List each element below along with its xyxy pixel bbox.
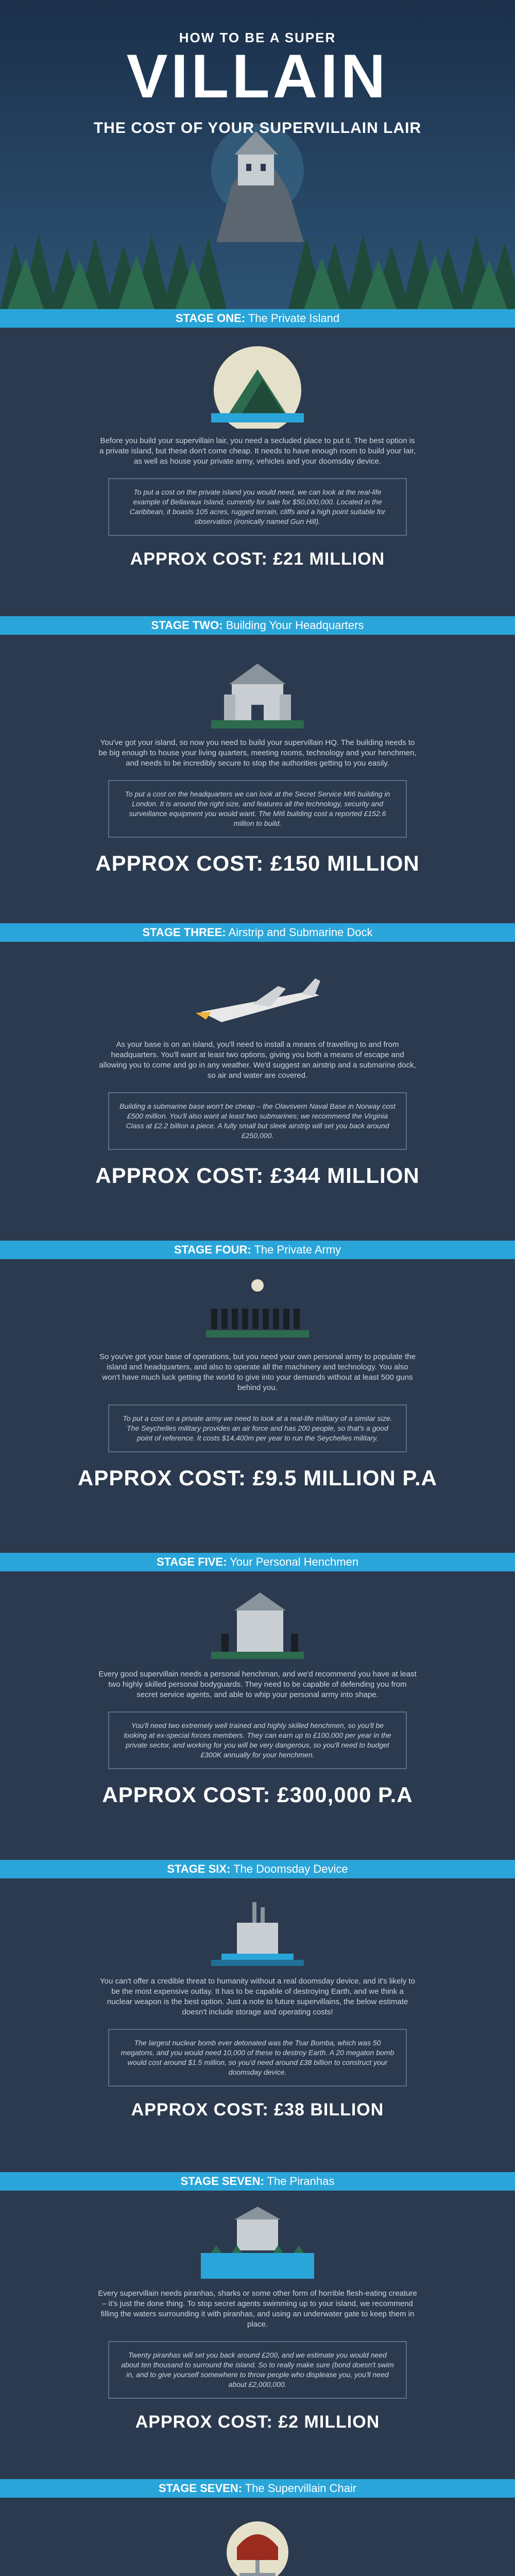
stage-approx-cost: APPROX COST: £38 BILLION bbox=[131, 2100, 384, 2120]
stage-label: STAGE SIX: bbox=[167, 1862, 231, 1875]
stage-name: The Private Army bbox=[254, 1243, 341, 1256]
stage-name: Building Your Headquarters bbox=[226, 619, 364, 632]
stage-description: You can't offer a credible threat to humanity without a real doomsday device, and it's likely to be the most expensive outlay. It has to be capable of destroying Earth, and we think a nuclear weapon is the best option. Just a note to future supervillains, the below estimate doesn't include storage and operating costs! bbox=[100, 1977, 415, 2016]
stage-description: Every good supervillain needs a personal henchman, and we'd recommend you have at least two highly skilled personal bodyguards. They need to be capable of defending you from secret service agents, and able to whip your personal army into shape. bbox=[98, 1670, 417, 1699]
stage-approx-cost: APPROX COST: £300,000 P.A bbox=[102, 1783, 413, 1807]
stage-bar bbox=[0, 923, 515, 942]
stage-name: Your Personal Henchmen bbox=[230, 1555, 359, 1568]
stage-name: The Doomsday Device bbox=[233, 1862, 348, 1875]
stage-info-box: To put a cost on the headquarters we can look at the Secret Service MI6 building in London. It is around the right size, and features all the technology, security and surveillance equipment you would want. The MI6 building cost a reported £152.6 million to build. bbox=[108, 780, 407, 838]
army-icon bbox=[180, 1273, 335, 1345]
stage-section bbox=[0, 635, 515, 923]
stage-description: So you've got your base of operations, but you need your own personal army to populate the island and headquarters, and also to operate all the machinery and technology. You also won't have much luck getting the world to give into your demands without at least 500 guns behind you. bbox=[99, 1352, 416, 1392]
hero-pretitle: HOW TO BE A SUPER bbox=[179, 30, 336, 45]
stage-label: STAGE FOUR: bbox=[174, 1243, 251, 1256]
stage-section bbox=[0, 1878, 515, 2172]
stage-section bbox=[0, 2191, 515, 2479]
stage-info-box: Twenty piranhas will set you back around £200, and we estimate you would need about ten thousand to surround the island. So to really make sure (bond doesn't swim in, and to give yourself somewhere to throw people who displease you, you'll need about £2,000,000. bbox=[108, 2341, 407, 2399]
hero-header bbox=[0, 0, 515, 309]
stage-name: The Piranhas bbox=[267, 2175, 335, 2188]
stage-label: STAGE TWO: bbox=[151, 619, 223, 632]
stage-info-box: To put a cost on a private army we need to look at a real-life military of a similar size. The Seychelles military provides an air force and has 200 people, so that's a good point of reference. It costs $14,400m per year to run the Seychelles military. bbox=[108, 1404, 407, 1452]
stage-section bbox=[0, 328, 515, 616]
stage-label: STAGE SEVEN: bbox=[158, 2482, 243, 2495]
stage-bar bbox=[0, 2172, 515, 2191]
stage-bar bbox=[0, 1241, 515, 1259]
stage-info-box: The largest nuclear bomb ever detonated was the Tsar Bomba, which was 50 megatons, and you would need 10,000 of these to destroy Earth. A 20 megaton bomb would cost around $1.5 million, so you'd need around £38 billion to construct your doomsday device. bbox=[108, 2029, 407, 2087]
stage-label: STAGE ONE: bbox=[175, 312, 246, 325]
castle-icon bbox=[180, 648, 335, 731]
hero-title: VILLAIN bbox=[126, 42, 389, 111]
stage-bar bbox=[0, 1860, 515, 1878]
stage-description: Every supervillain needs piranhas, sharks or some other form of horrible flesh-eating creature – it's just the done thing. To stop secret agents swimming up to your island, we recommend filling the waters surrounding it with piranhas, and using an underwater gate to keep them in place. bbox=[98, 2289, 417, 2329]
stage-name: Airstrip and Submarine Dock bbox=[228, 926, 373, 939]
island-icon bbox=[180, 341, 335, 429]
stage-approx-cost: APPROX COST: £150 MILLION bbox=[95, 851, 420, 875]
stage-label: STAGE THREE: bbox=[142, 926, 226, 939]
hero-subtitle: THE COST OF YOUR SUPERVILLAIN LAIR bbox=[93, 120, 422, 137]
stage-section bbox=[0, 1571, 515, 1860]
jet-icon bbox=[180, 955, 335, 1032]
stage-bar bbox=[0, 616, 515, 635]
stage-approx-cost: APPROX COST: £9.5 MILLION P.A bbox=[77, 1466, 438, 1490]
stage-bar bbox=[0, 2479, 515, 2498]
stage-description: Before you build your supervillain lair, you need a secluded place to put it. The best option is a private island, but these don't come cheap. It needs to have enough room to build your lair, as well as house your private army, vehicles and your doomsday device. bbox=[99, 436, 416, 466]
stage-section bbox=[0, 1259, 515, 1553]
stage-bar bbox=[0, 1553, 515, 1571]
stage-description: As your base is on an island, you'll need to install a means of travelling to and from headquarters. You'll want at least two options, giving you both a means of escape and allowing you to come and go in any weather. We'd suggest an airstrip and a submarine dock, so air and water are covered. bbox=[99, 1040, 416, 1080]
stage-name: The Supervillain Chair bbox=[245, 2482, 357, 2495]
stage-info-box: To put a cost on the private island you would need, we can look at the real-life example of Bellavaux Island, currently for sale for $50,000,000. Located in the Caribbean, it boasts 105 acres, rugged terrain, cliffs and a high point suitable for observation (ironically named Gun Hill). bbox=[108, 478, 407, 536]
stage-bar bbox=[0, 309, 515, 328]
stage-info-box: Building a submarine base won't be cheap – the Olavsvern Naval Base in Norway cost £500 million. You'll also want at least two submarines; we recommend the Virginia Class at £2.2 billion a piece. A fully small but sleek airstrip will set you back around £250,000. bbox=[108, 1092, 407, 1150]
stage-approx-cost: APPROX COST: £21 MILLION bbox=[130, 549, 385, 569]
stage-label: STAGE SEVEN: bbox=[180, 2175, 264, 2188]
piranha-icon bbox=[180, 2204, 335, 2281]
stage-label: STAGE FIVE: bbox=[156, 1555, 227, 1568]
stage-section bbox=[0, 942, 515, 1241]
device-icon bbox=[180, 1892, 335, 1969]
stage-approx-cost: APPROX COST: £344 MILLION bbox=[95, 1163, 420, 1188]
stage-section bbox=[0, 2498, 515, 2576]
chair-icon bbox=[180, 2511, 335, 2576]
henchmen-icon bbox=[180, 1585, 335, 1662]
stage-name: The Private Island bbox=[248, 312, 340, 325]
stages-container bbox=[0, 309, 515, 2576]
stage-info-box: You'll need two extremely well trained and highly skilled henchmen, so you'll be looking at ex-special forces members. They can earn up to £100,000 per year in the private sector, and working for you will be very dangerous, so you'll need to budget £300K annually for your henchmen. bbox=[108, 1711, 407, 1769]
stage-approx-cost: APPROX COST: £2 MILLION bbox=[135, 2412, 380, 2432]
stage-description: You've got your island, so now you need to build your supervillain HQ. The building needs to be big enough to house your living quarters, meeting rooms, technology and your henchmen, and needs to be incredibly secure to stop the authorities getting to you easily. bbox=[98, 738, 417, 768]
